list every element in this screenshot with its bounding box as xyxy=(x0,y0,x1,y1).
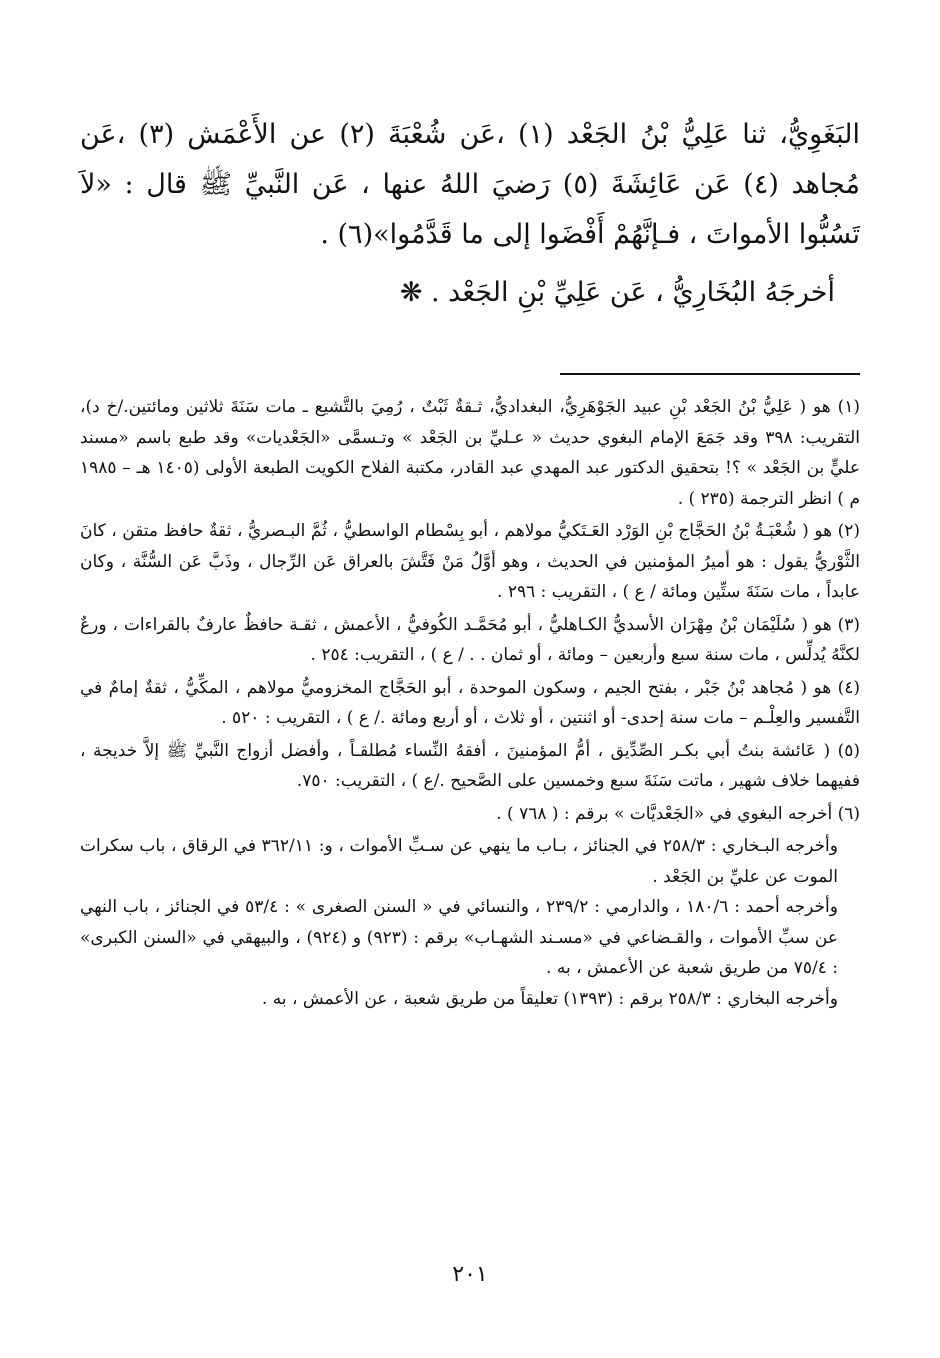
footnote-2: (٢) هو ( شُعْبَـةُ بْنُ الحَجَّاج بْنِ الوَرْد العَـتَكيُّ مولاهم ، أبو بِسْطام الواسطيُّ ، ثُمَّ البـصريُّ ، ثقةٌ حافظ متقن ، كانَ الثَّوْريُّ يقول : هو أميرُ المؤمنين في الحديث ، وهو أوَّلُ مَنْ فَتَّشَ بالعراق عَن الرِّجال ، وذَبَّ عَن السُّنَّة ، وكان عابداً ، مات سَنَةَ ستِّين ومائة / ع ) ، التقريب : ٢٩٦ . xyxy=(80,521,860,602)
page-number: ٢٠١ xyxy=(452,1262,488,1287)
footnotes xyxy=(80,392,860,1014)
footnote-6-detail: وأخرجه أحمد : ١٨٠/٦ ، والدارمي : ٢٣٩/٢ ، والنسائي في « السنن الصغرى » : ٥٣/٤ في الجنائز ، باب النهي عن سبِّ الأموات ، والقـضاعي في «مسـند الشهـاب» برقم : (٩٢٣) و (٩٢٤) ، والبيهقي في «السنن الكبرى» : ٧٥/٤ من طريق شعبة عن الأعمش ، به . xyxy=(80,897,838,978)
main-text xyxy=(80,110,860,318)
footnote-6-detail: وأخرجه البـخاري : ٢٥٨/٣ في الجنائز ، بـاب ما ينهي عن سـبِّ الأموات ، و: ٣٦٢/١١ في الرقاق ، باب سكرات الموت عن عليِّ بن الجَعْد . xyxy=(80,836,838,887)
footnote-1: (١) هو ( عَلِيُّ بْنُ الجَعْد بْنِ عبيد الجَوْهَرِيُّ، البغداديُّ، ثـقةٌ ثَبْتٌ ، رُمِيَ بالتَّشيع ـ مات سَنَةَ ثلاثين ومائتين./خ د)، التقريب: ٣٩٨ وقد جَمَعَ الإمام البغوي حديث « عـليِّ بن الجَعْد » وتـسمَّى «الجَعْديات» وقد طبع باسم «مسند عليٍّ بن الجَعْد » ؟! بتحقيق الدكتور عبد المهدي عبد القادر، مكتبة الفلاح الكويت الطبعة الأولى (١٤٠٥ هـ – ١٩٨٥ م ) انظر الترجمة (٢٣٥ ) . xyxy=(80,397,860,509)
footnote-3: (٣) هو ( سُلَيْمَان بْنُ مِهْرَان الأسديُّ الكـاهليُّ ، أبو مُحَمَّـد الكُوفيُّ ، الأعمش ، ثقـة حافظٌ عارفٌ بالقراءات ، ورعٌ لكنَّهُ يُدلِّس ، مات سنة سبع وأربعين – ومائة ، أو ثمان . . / ع ) ، التقريب: ٢٥٤ . xyxy=(80,614,860,665)
takhrij-paragraph: أخرجَهُ البُخَارِيُّ ، عَن عَلِيِّ بْنِ الجَعْد . ❋ xyxy=(399,277,835,308)
footnote-6-detail: وأخرجه البخاري : ٢٥٨/٣ برقم : (١٣٩٣) تعليقاً من طريق شعبة ، عن الأعمش ، به . xyxy=(261,988,838,1009)
footnote-6: (٦) أخرجه البغوي في «الجَعْديَّات » برقم : ( ٧٦٨ ) . xyxy=(496,803,860,824)
footnote-4: (٤) هو ( مُجاهد بْنُ جَبْر ، بفتح الجيم ، وسكون الموحدة ، أبو الحَجَّاج المخزوميُّ مولاهم ، المكِّيُّ ، ثقةٌ إمامٌ في التَّفسير والعِلْـم – مات سنة إحدى- أو اثنتين ، أو ثلاث ، أو أربع ومائة ./ ع ) ، التقريب : ٥٢٠ . xyxy=(80,677,860,728)
hadith-paragraph: البَغَوِيُّ، ثنا عَلِيُّ بْنُ الجَعْد (١) ،عَن شُعْبَةَ (٢) عن الأَعْمَش (٣) ،عَن مُجاهد (٤) عَن عَائِشَةَ (٥) رَضيَ اللهُ عنها ، عَن النَّبيِّ ﷺ قال : «لاَ تَسُبُّوا الأمواتَ ، فـإنَّهُمْ أَفْضَوا إلى ما قَدَّمُوا»(٦) . xyxy=(80,119,860,250)
footnote-5: (٥) ( عَائشة بنتُ أبي بكـر الصِّدِّيق ، أمُّ المؤمنينَ ، أفقهُ النِّساء مُطلقـاً ، وأفضل أزواج النَّبيِّ ﷺ إلاَّ خديجة ، ففيهما خلاف شهير ، ماتت سَنَةَ سبع وخمسين على الصَّحيح ./ع ) ، التقريب: ٧٥٠. xyxy=(80,740,860,791)
footnote-separator xyxy=(560,373,860,375)
